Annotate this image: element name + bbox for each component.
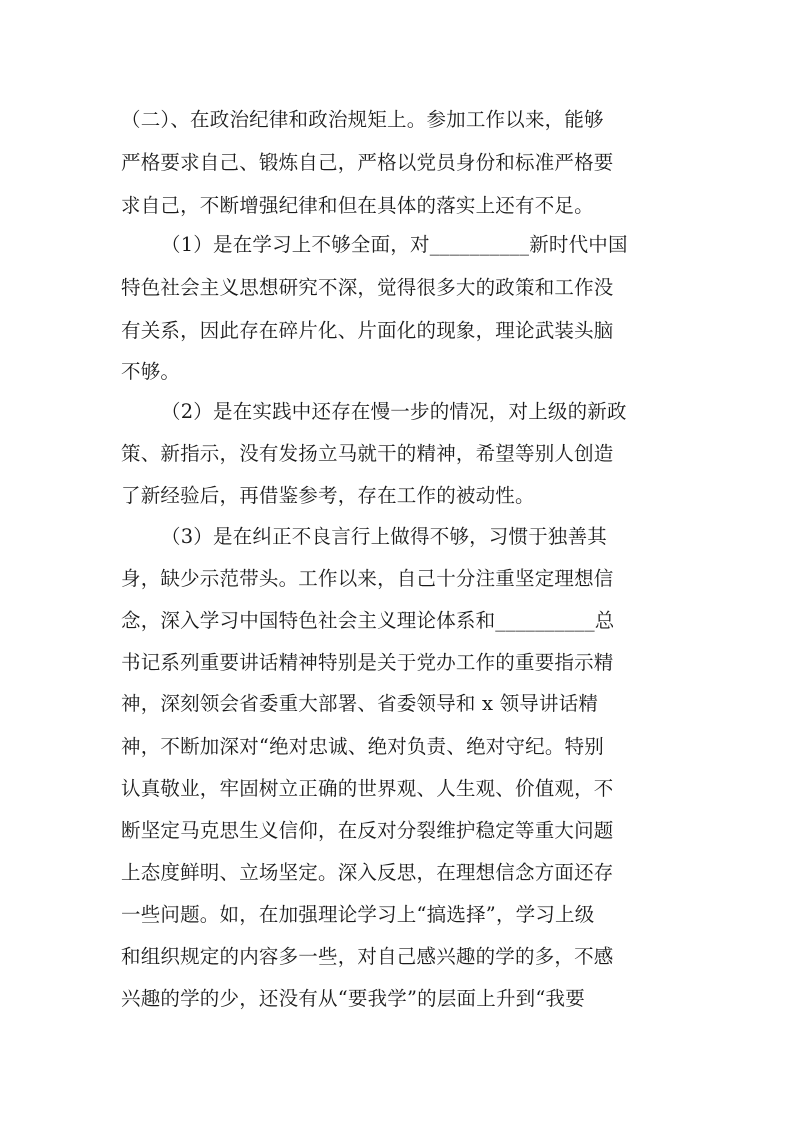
item-3-line-10: 一些问题。如，在加强理论学习上“搞选择”，学习上级	[121, 903, 595, 926]
paragraph-2-line-2: 严格要求自己、锻炼自己，严格以党员身份和标准严格要	[121, 151, 614, 174]
item-3-line-3: 念，深入学习中国特色社会主义理论体系和__________总	[121, 609, 615, 632]
item-1-line-4: 不够。	[121, 360, 181, 383]
item-3-line-1: （3）是在纠正不良言行上做得不够，习惯于独善其	[161, 525, 608, 548]
item-3-line-9: 上态度鲜明、立场坚定。深入反思，在理想信念方面还存	[121, 861, 614, 884]
item-2-line-1: （2）是在实践中还存在慢一步的情况，对上级的新政	[161, 400, 627, 423]
paragraph-2-line-3: 求自己，不断增强纪律和但在具体的落实上还有不足。	[121, 194, 594, 217]
item-3-line-7: 认真敬业，牢固树立正确的世界观、人生观、价值观，不	[121, 777, 614, 800]
item-2-line-2: 策、新指示，没有发扬立马就干的精神，希望等别人创造	[121, 442, 614, 465]
item-3-line-2: 身，缺少示范带头。工作以来，自己十分注重坚定理想信	[121, 567, 614, 590]
item-3-line-5: 神，深刻领会省委重大部署、省委领导和 x 领导讲话精	[121, 692, 599, 715]
item-3-line-12: 兴趣的学的少，还没有从“要我学”的层面上升到“我要	[121, 987, 585, 1010]
item-2-line-3: 了新经验后，再借鉴参考，存在工作的被动性。	[121, 484, 535, 507]
paragraph-2-line-1: （二）、在政治纪律和政治规矩上。参加工作以来，能够	[121, 108, 604, 131]
item-1-line-1: （1）是在学习上不够全面，对__________新时代中国	[161, 233, 628, 256]
item-1-line-3: 有关系，因此存在碎片化、片面化的现象，理论武装头脑	[121, 319, 614, 342]
item-3-line-8: 断坚定马克思生义信仰，在反对分裂维护稳定等重大问题	[121, 819, 614, 842]
item-1-line-2: 特色社会主义思想研究不深，觉得很多大的政策和工作没	[121, 276, 614, 299]
item-3-line-11: 和组织规定的内容多一些，对自己感兴趣的学的多，不感	[121, 945, 614, 968]
item-3-line-6: 神，不断加深对“绝对忠诚、绝对负责、绝对守纪。特别	[121, 735, 604, 758]
item-3-line-4: 书记系列重要讲话精神特别是关于党办工作的重要指示精	[121, 651, 614, 674]
